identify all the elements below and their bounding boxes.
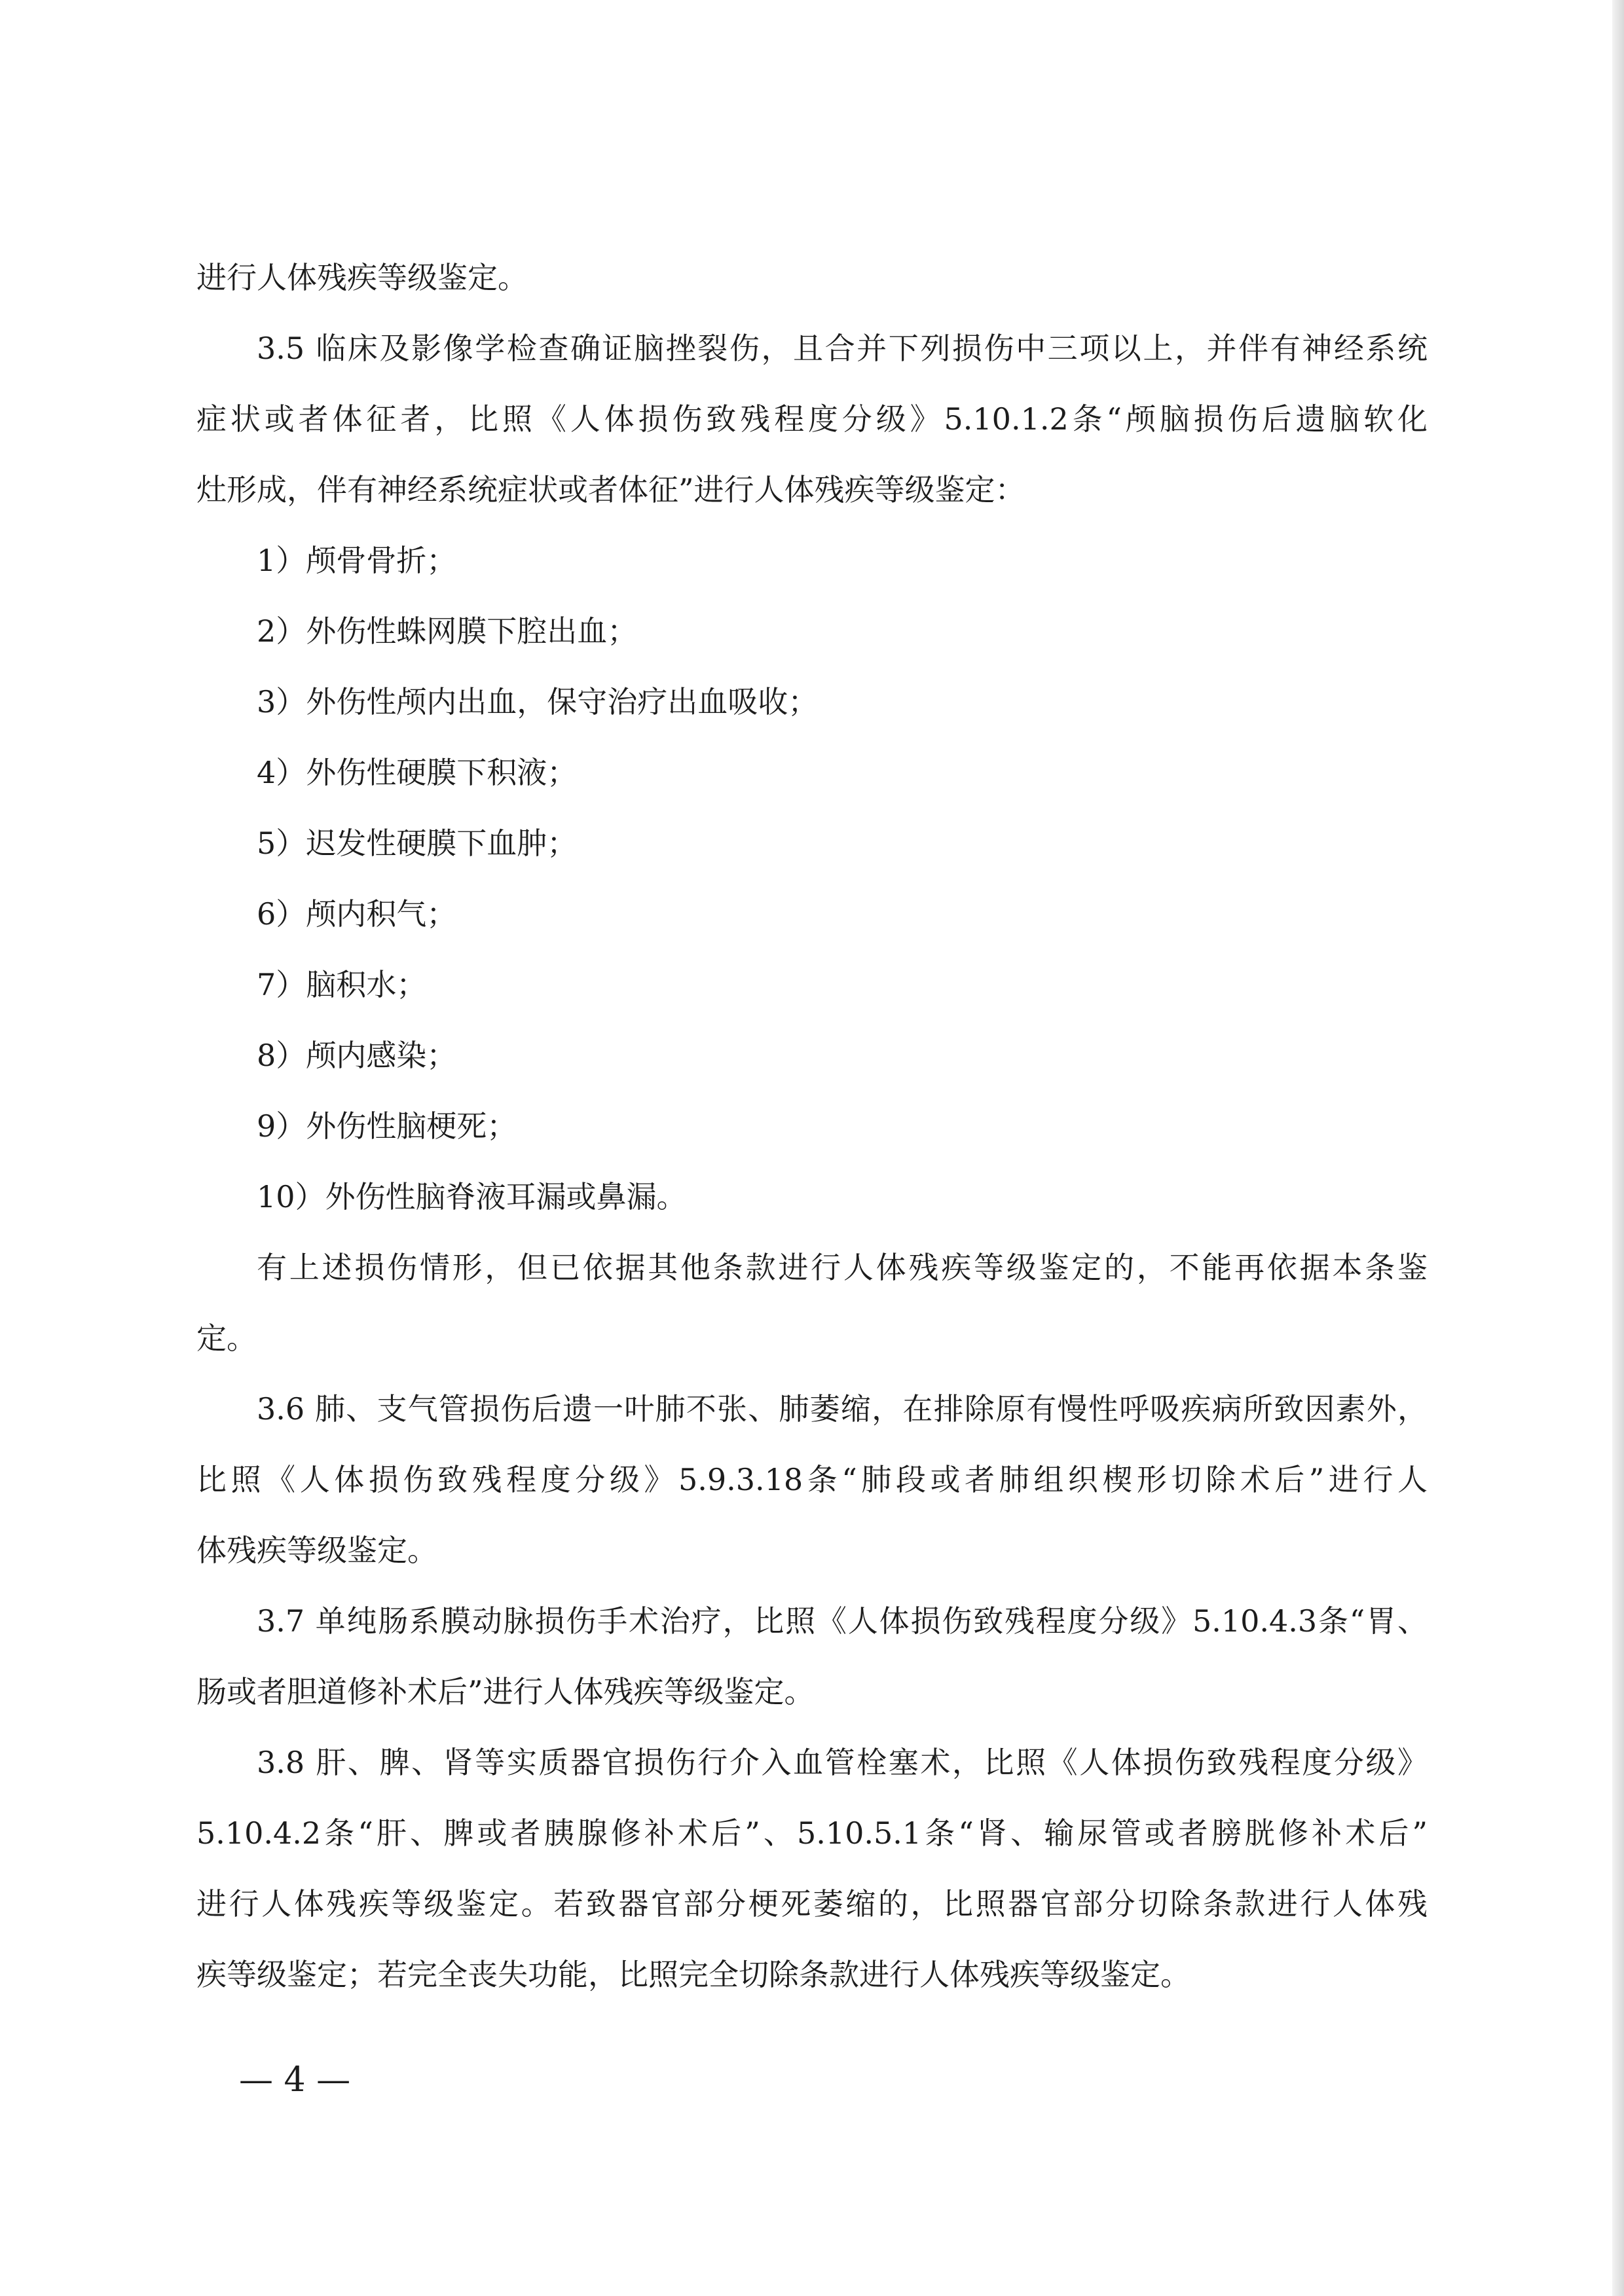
text-line: 灶形成，伴有神经系统症状或者体征”进行人体残疾等级鉴定： bbox=[196, 472, 1025, 507]
page-body bbox=[196, 242, 1428, 2010]
list-item: 10）外伤性脑脊液耳漏或鼻漏。 bbox=[257, 1179, 687, 1214]
clause-3-8-line: 3.8 肝、脾、肾等实质器官损伤行介入血管栓塞术，比照《人体损伤致残程度分级》 bbox=[257, 1745, 1428, 1780]
list-item: 2）外伤性蛛网膜下腔出血； bbox=[257, 613, 638, 649]
list-item: 8）颅内感染； bbox=[257, 1038, 457, 1073]
text-line: 症状或者体征者，比照《人体损伤致残程度分级》5.10.1.2条“颅脑损伤后遗脑软化 bbox=[196, 401, 1428, 437]
list-item: 7）脑积水； bbox=[257, 967, 427, 1002]
text-line: 体残疾等级鉴定。 bbox=[196, 1533, 437, 1568]
text-line: 5.10.4.2条“肝、脾或者胰腺修补术后”、5.10.5.1条“肾、输尿管或者膀胱修补术后” bbox=[196, 1815, 1428, 1851]
list-item: 9）外伤性脑梗死； bbox=[257, 1108, 517, 1144]
text-line: 有上述损伤情形，但已依据其他条款进行人体残疾等级鉴定的，不能再依据本条鉴 bbox=[257, 1250, 1428, 1285]
text-line: 疾等级鉴定；若完全丧失功能，比照完全切除条款进行人体残疾等级鉴定。 bbox=[196, 1957, 1190, 1992]
page-edge bbox=[1612, 0, 1624, 2296]
list-item: 6）颅内积气； bbox=[257, 896, 457, 932]
text-line: 比照《人体损伤致残程度分级》5.9.3.18条“肺段或者肺组织楔形切除术后”进行人 bbox=[196, 1462, 1428, 1497]
list-item: 3）外伤性颅内出血，保守治疗出血吸收； bbox=[257, 684, 819, 720]
text-line: 进行人体残疾等级鉴定。 bbox=[196, 260, 528, 295]
clause-3-6-line: 3.6 肺、支气管损伤后遗一叶肺不张、肺萎缩，在排除原有慢性呼吸疾病所致因素外， bbox=[257, 1391, 1428, 1427]
text-line: 肠或者胆道修补术后”进行人体残疾等级鉴定。 bbox=[196, 1674, 815, 1709]
list-item: 5）迟发性硬膜下血肿； bbox=[257, 826, 578, 861]
list-item: 4）外伤性硬膜下积液； bbox=[257, 755, 578, 790]
clause-3-5-line: 3.5 临床及影像学检查确证脑挫裂伤，且合并下列损伤中三项以上，并伴有神经系统 bbox=[257, 331, 1428, 366]
clause-3-7-line: 3.7 单纯肠系膜动脉损伤手术治疗，比照《人体损伤致残程度分级》5.10.4.3条“胃、 bbox=[257, 1603, 1428, 1639]
text-line: 进行人体残疾等级鉴定。若致器官部分梗死萎缩的，比照器官部分切除条款进行人体残 bbox=[196, 1886, 1428, 1922]
list-item: 1）颅骨骨折； bbox=[257, 543, 457, 578]
text-line: 定。 bbox=[196, 1321, 257, 1356]
page-number: — 4 — bbox=[239, 2060, 351, 2100]
